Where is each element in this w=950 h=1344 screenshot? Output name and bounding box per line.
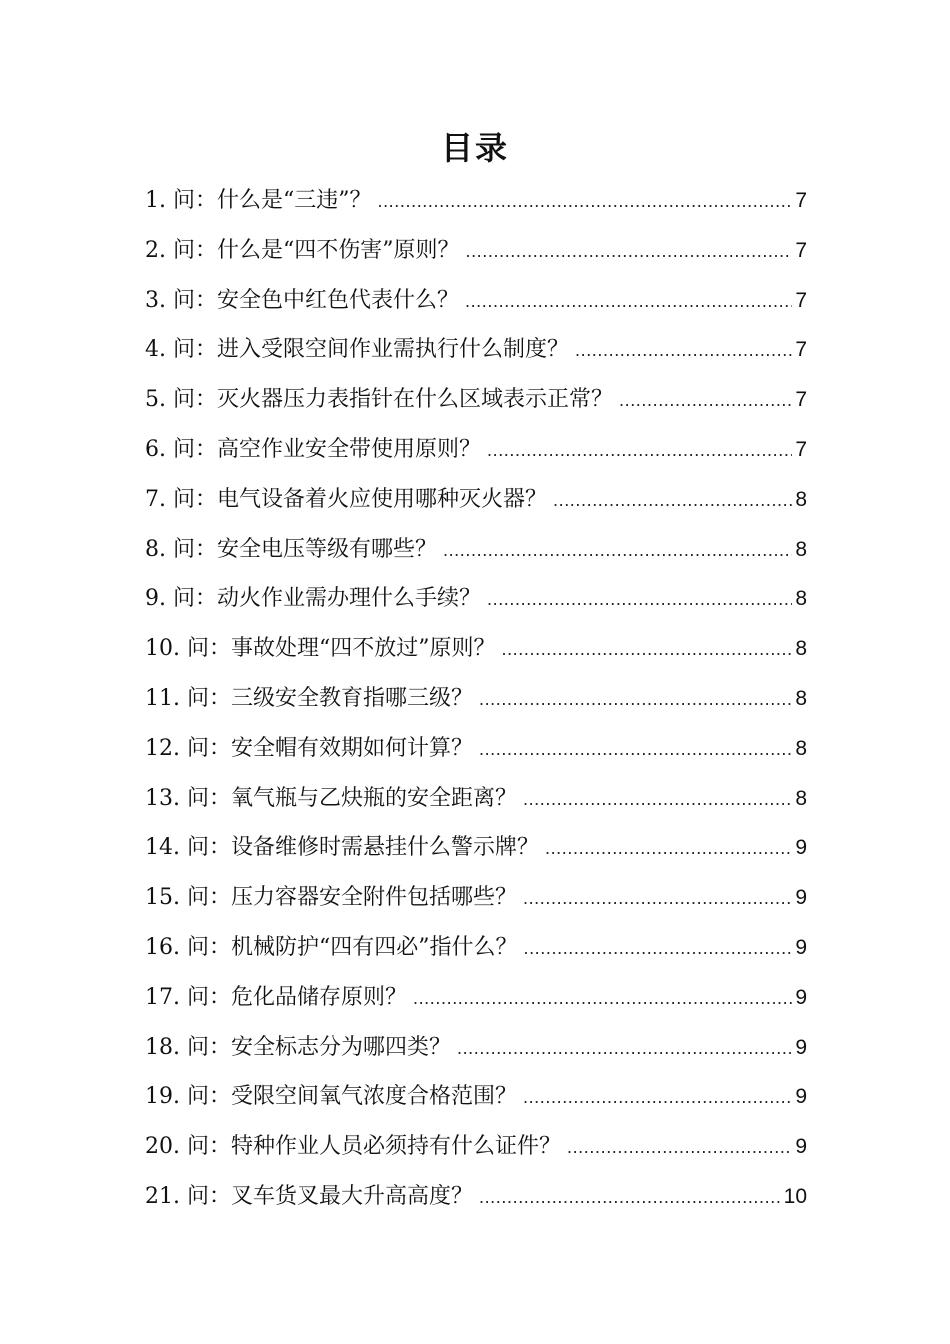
toc-entry-text: 1. 问：什么是“三违”？	[145, 188, 372, 213]
toc-entry[interactable]	[145, 1023, 807, 1073]
toc-page-number: 9	[795, 1085, 807, 1109]
toc-entry[interactable]	[145, 823, 807, 873]
toc-entry-text: 12. 问：安全帽有效期如何计算？	[145, 735, 473, 761]
toc-dot-leader	[545, 824, 792, 874]
toc-list	[145, 176, 807, 1222]
toc-dot-leader	[523, 775, 792, 825]
toc-entry[interactable]	[145, 1172, 807, 1222]
toc-dot-leader	[479, 675, 792, 725]
toc-dot-leader	[523, 874, 792, 924]
toc-entry-text: 13. 问：氧气瓶与乙炔瓶的安全距离？	[145, 785, 517, 811]
toc-entry[interactable]	[145, 276, 807, 326]
toc-entry-text: 10. 问：事故处理“四不放过”原则？	[145, 636, 496, 662]
toc-entry[interactable]	[145, 325, 807, 375]
toc-entry-text: 2. 问：什么是“四不伤害”原则？	[145, 237, 460, 263]
toc-page-number: 9	[795, 985, 807, 1009]
toc-entry-text: 6. 问：高空作业安全带使用原则？	[145, 436, 481, 462]
toc-entry[interactable]	[145, 774, 807, 824]
toc-entry[interactable]	[145, 375, 807, 425]
toc-page-number: 9	[795, 886, 807, 910]
toc-page-number: 8	[795, 736, 807, 760]
toc-entry-text: 16. 问：机械防护“四有四必”指什么？	[145, 934, 518, 960]
toc-page-number: 9	[795, 836, 807, 860]
toc-page-number: 9	[795, 935, 807, 959]
toc-entry[interactable]	[145, 475, 807, 525]
toc-dot-leader	[487, 575, 792, 625]
toc-entry-text: 4. 问：进入受限空间作业需执行什么制度？	[145, 337, 569, 363]
toc-entry[interactable]	[145, 425, 807, 475]
toc-dot-leader	[523, 1073, 792, 1123]
toc-dot-leader	[443, 526, 792, 576]
toc-dot-leader	[413, 974, 792, 1024]
toc-dot-leader	[377, 177, 792, 227]
toc-dot-leader	[619, 376, 792, 426]
toc-dot-leader	[567, 1123, 792, 1173]
toc-page-number: 8	[795, 537, 807, 561]
toc-entry[interactable]	[145, 176, 807, 226]
toc-page-number: 8	[795, 637, 807, 661]
toc-entry-text: 11. 问：三级安全教育指哪三级？	[145, 685, 473, 711]
toc-page-number: 7	[795, 238, 807, 262]
toc-page-number: 9	[795, 1135, 807, 1159]
toc-dot-leader	[465, 227, 792, 277]
toc-entry-text: 15. 问：压力容器安全附件包括哪些？	[145, 885, 517, 911]
toc-page-number: 8	[795, 786, 807, 810]
toc-entry[interactable]	[145, 923, 807, 973]
toc-entry[interactable]	[145, 724, 807, 774]
toc-dot-leader	[487, 426, 792, 476]
toc-dot-leader	[479, 1173, 781, 1223]
toc-page-number: 7	[795, 338, 807, 362]
toc-dot-leader	[479, 725, 792, 775]
toc-entry-text: 17. 问：危化品储存原则？	[145, 984, 407, 1010]
toc-entry[interactable]	[145, 674, 807, 724]
toc-dot-leader	[575, 326, 792, 376]
toc-page-number: 7	[795, 189, 807, 212]
toc-page-number: 8	[795, 587, 807, 611]
toc-entry[interactable]	[145, 525, 807, 575]
toc-entry[interactable]	[145, 624, 807, 674]
toc-entry-text: 8. 问：安全电压等级有哪些？	[145, 536, 437, 562]
toc-page-number: 7	[795, 288, 807, 312]
toc-page-number: 7	[795, 437, 807, 461]
toc-page-number: 8	[795, 686, 807, 710]
toc-page-number: 9	[795, 1035, 807, 1059]
toc-entry[interactable]	[145, 1122, 807, 1172]
toc-entry-text: 9. 问：动火作业需办理什么手续？	[145, 586, 481, 612]
toc-dot-leader	[553, 476, 792, 526]
toc-page-number: 7	[795, 388, 807, 412]
toc-dot-leader	[501, 625, 792, 675]
toc-entry-text: 7. 问：电气设备着火应使用哪种灭火器？	[145, 486, 547, 512]
toc-entry-text: 14. 问：设备维修时需悬挂什么警示牌？	[145, 835, 539, 861]
toc-entry-text: 20. 问：特种作业人员必须持有什么证件？	[145, 1134, 561, 1160]
toc-entry-text: 19. 问：受限空间氧气浓度合格范围？	[145, 1084, 517, 1110]
toc-entry[interactable]	[145, 973, 807, 1023]
toc-entry[interactable]	[145, 873, 807, 923]
toc-entry[interactable]	[145, 226, 807, 276]
toc-entry-text: 18. 问：安全标志分为哪四类？	[145, 1034, 451, 1060]
toc-dot-leader	[523, 924, 792, 974]
toc-entry[interactable]	[145, 1072, 807, 1122]
toc-dot-leader	[457, 1024, 792, 1074]
toc-entry[interactable]	[145, 574, 807, 624]
toc-page-number: 10	[783, 1184, 807, 1208]
toc-dot-leader	[465, 277, 792, 327]
toc-entry-text: 21. 问：叉车货叉最大升高高度？	[145, 1183, 473, 1209]
toc-title: 目录	[440, 129, 509, 167]
toc-entry-text: 5. 问：灭火器压力表指针在什么区域表示正常？	[145, 387, 613, 413]
toc-page-number: 8	[795, 487, 807, 511]
toc-entry-text: 3. 问：安全色中红色代表什么？	[145, 287, 459, 313]
